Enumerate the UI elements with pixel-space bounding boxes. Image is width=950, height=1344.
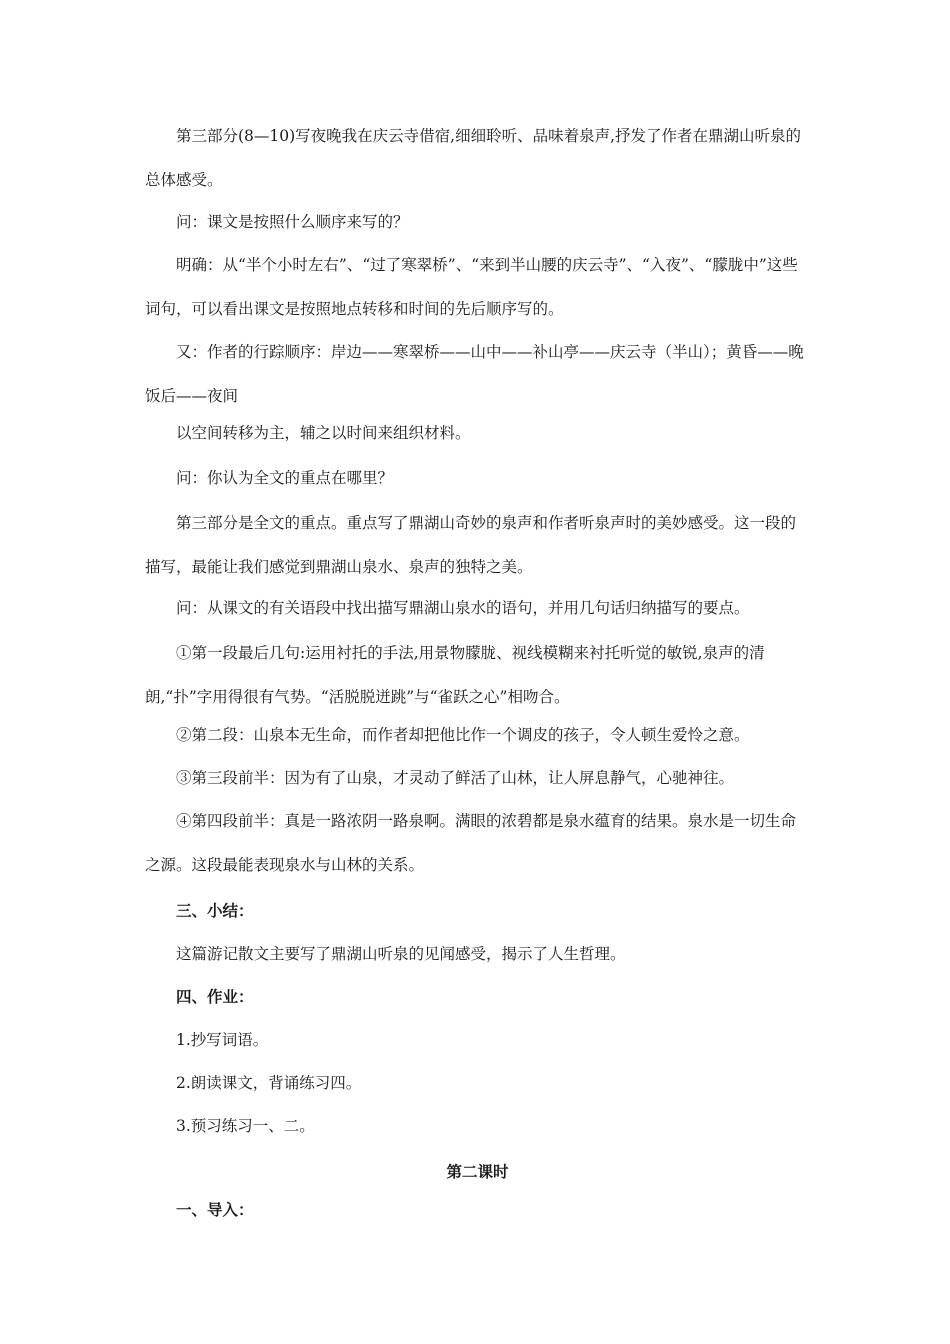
paragraph-question-order: 问：课文是按照什么顺序来写的？	[176, 213, 409, 231]
paragraph-part-three: 第三部分(8—10)写夜晚我在庆云寺借宿,细细聆听、品味着泉声,抒发了作者在鼎湖山听泉的总体感受。	[145, 127, 802, 189]
heading-introduction: 一、导入：	[176, 1200, 254, 1219]
paragraph-space-main: 以空间转移为主，辅之以时间来组织材料。	[176, 424, 471, 442]
homework-item-2: 2.朗读课文，背诵练习四。	[176, 1074, 362, 1092]
paragraph-point-1: ①第一段最后几句:运用衬托的手法,用景物朦胧、视线模糊来衬托听觉的敏锐,泉声的清朗,“扑”字用得很有气势。“活脱脱迸跳”与“雀跃之心”相吻合。	[145, 644, 765, 706]
homework-item-1: 1.抄写词语。	[176, 1031, 269, 1049]
homework-item-3: 3.预习练习一、二。	[176, 1117, 315, 1135]
heading-homework: 四、作业：	[176, 987, 254, 1006]
lesson-two-title: 第二课时	[446, 1162, 509, 1181]
paragraph-point-4: ④第四段前半：真是一路浓阴一路泉啊。满眼的浓碧都是泉水蕴育的结果。泉水是一切生命之源。这段最能表现泉水与山林的关系。	[145, 812, 797, 874]
paragraph-point-2: ②第二段：山泉本无生命，而作者却把他比作一个调皮的孩子，令人顿生爱怜之意。	[176, 726, 750, 744]
paragraph-question-spring: 问：从课文的有关语段中找出描写鼎湖山泉水的语句，并用几句话归纳描写的要点。	[176, 599, 750, 617]
heading-summary: 三、小结：	[176, 901, 254, 920]
paragraph-answer-order: 明确：从“半个小时左右”、“过了寒翠桥”、“来到半山腰的庆云寺”、“入夜”、“朦胧中”这些词句，可以看出课文是按照地点转移和时间的先后顺序写的。	[145, 256, 798, 318]
paragraph-question-focus: 问：你认为全文的重点在哪里？	[176, 469, 394, 487]
paragraph-focus-answer: 第三部分是全文的重点。重点写了鼎湖山奇妙的泉声和作者听泉声时的美妙感受。这一段的描写，最能让我们感觉到鼎湖山泉水、泉声的独特之美。	[145, 514, 797, 576]
paragraph-point-3: ③第三段前半：因为有了山泉，才灵动了鲜活了山林，让人屏息静气，心驰神往。	[176, 769, 735, 787]
paragraph-route: 又：作者的行踪顺序：岸边——寒翠桥——山中——补山亭——庆云寺（半山）；黄昏——晚饭后——夜间	[145, 343, 804, 405]
paragraph-summary: 这篇游记散文主要写了鼎湖山听泉的见闻感受，揭示了人生哲理。	[176, 945, 626, 963]
